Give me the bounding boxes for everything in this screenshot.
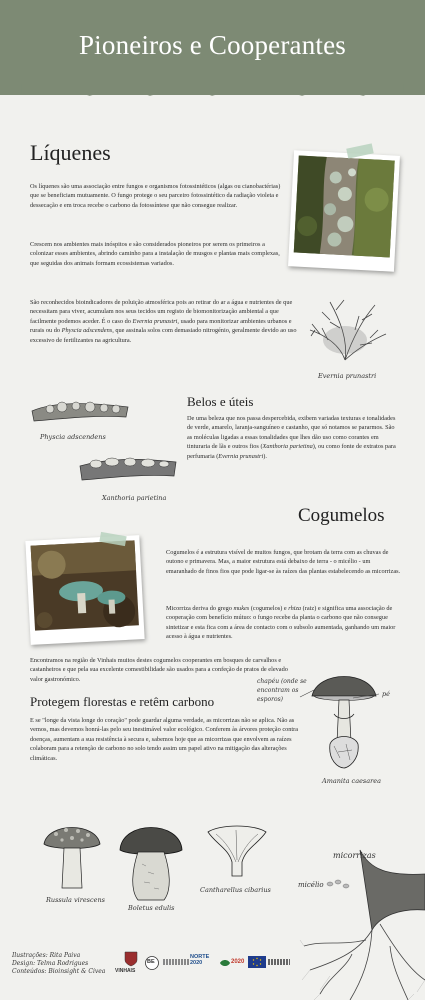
logo-be: BE	[147, 959, 155, 965]
eu-logo-sublabel	[268, 959, 290, 965]
caption-xanthoria: Xanthoria parietina	[102, 494, 167, 502]
mushroom-photo-frame	[25, 535, 144, 645]
logo-norte-2020: NORTE 2020	[190, 954, 210, 966]
page-title: Pioneiros e Cooperantes	[78, 30, 347, 60]
credits	[12, 952, 105, 976]
liquenes-paragraph-3	[30, 298, 298, 345]
caption-russula: Russula virescens	[46, 896, 106, 904]
xanthoria-illustration	[78, 450, 178, 484]
arrow-chapeu	[300, 688, 316, 698]
liquenes-p3-e: , que assinala solos com demasiado nitrogénio, geralmente devido ao uso excessivo de fertilizantes na agricultura.	[30, 327, 297, 344]
be-logo-sublabel	[163, 959, 189, 965]
logo-portugal-2020: 2020	[231, 959, 245, 965]
lichen-tree-photo	[294, 156, 395, 258]
cogumelos-p2-a: Micorriza deriva do grego	[166, 605, 234, 612]
section-title-cogumelos: Cogumelos	[298, 505, 385, 526]
label-micelio: micélio	[298, 881, 324, 889]
evernia-illustration	[300, 290, 390, 365]
liquenes-p3-a: São reconhecidos bioindicadores de poluição atmosférica pois ao retirar do ar a água e nutrientes de que necessitam para viver, acumulam nos seus tecidos um registo de biomonitorização ambiental a que facilmente podemos aceder. É o caso do	[30, 299, 293, 325]
arrow-pe	[352, 690, 380, 702]
liquenes-p3-c: , usado para monitorizar ambientes urbanos e rurais ou do	[30, 317, 292, 335]
belos-p-c: ), ou como fonte de extratos para perfumaria (	[187, 443, 396, 460]
liquenes-p3-physcia: Physcia adscendens	[61, 327, 113, 335]
cogumelos-p2-rhiza: rhiza	[288, 605, 302, 612]
cogumelos-paragraph-3: Encontramos na região de Vinhais muitos destes cogumelos cooperantes em bosques de carvalhos e castanheiros e que pela sua excelente comestibilidade são usados para a confeção de pratos de elevado valor gastronómico.	[30, 657, 288, 683]
section-title-liquenes: Líquenes	[30, 140, 111, 165]
mycorrhiza-roots-illustration	[300, 850, 425, 1000]
mushroom-photo	[31, 540, 139, 630]
cogumelos-paragraph-2	[166, 604, 402, 642]
liquenes-p3-evernia: Evernia prunastri	[132, 317, 178, 325]
caption-evernia: Evernia prunastri	[318, 372, 377, 380]
caption-amanita: Amanita caesarea	[322, 777, 381, 785]
amanita-illustration	[308, 664, 380, 772]
label-pe: pé	[382, 690, 391, 698]
cogumelos-p2-mukes: mukes	[233, 605, 250, 612]
cogumelos-paragraph-1: Cogumelos é a estrutura visível de muitos fungos, que brotam da terra com as chuvas de outono e primavera. Mas, a maior estrutura está debaixo de terra - o micélio - um emaranhado de finos fios que pode ligar-se às raízes das plantas estabelecendo as micorrizas.	[166, 549, 401, 575]
liquenes-paragraph-1: Os líquenes são uma associação entre fungos e organismos fotossintéticos (algas ou cianobactérias) que se beneficiam mutuamente. O fungo protege o seu parceiro fotossintético da radiação violeta e dessecação e em troca recebe o carbono da fotossíntese que não consegue realizar.	[30, 183, 281, 209]
belos-p-xanthoria: Xanthoria parietina	[262, 443, 313, 451]
cogumelos-p2-c: (cogumelos) e	[249, 605, 289, 612]
credit-content: Conteúdos: Bioinsight & Civea	[12, 968, 106, 975]
caption-physcia: Physcia adscendens	[40, 433, 106, 441]
logo-vinhais: VINHAIS	[115, 968, 136, 974]
label-micorrizas: micorrizas	[333, 851, 376, 860]
belos-paragraph	[187, 414, 401, 461]
torn-paper-edge	[0, 84, 425, 102]
section-title-belos: Belos e úteis	[187, 394, 254, 409]
liquenes-paragraph-2: Crescem nos ambientes mais inóspitos e são considerados pioneiros por serem os primeiros a colonizar esses ambientes, abrindo caminho para a instalação de musgos e plantas mais complexas, que seguidas dos animais formam ecossistemas variados.	[30, 241, 280, 267]
cantharellus-illustration	[206, 822, 268, 878]
section-title-protegem: Protegem florestas e retêm carbono	[30, 694, 215, 709]
portugal-2020-icon	[219, 958, 231, 968]
belos-p-a: De uma beleza que nos passa despercebida, exibem variadas texturas e tonalidades de verde, amarelo, laranja-sanguíneo e castanho, que só notamos se pararmos. São as moléculas ligadas a essas tonalidades que lhes dão uso como corantes em tinturaria de lãs e outros fios (	[187, 415, 396, 451]
label-chapeu: chapéu (onde se encontram os esporos)	[257, 678, 307, 703]
cogumelos-p2-e: (raiz) e significa uma associação de cooperação com benefício mútuo: o fungo recebe da planta o carbono que não consegue sintetizar e esta fica com a área de contacto com o subsolo aumentada, ganhando um maior acesso à água e nutrientes.	[166, 605, 396, 641]
vinhais-crest-icon	[123, 951, 139, 967]
boletus-illustration	[118, 820, 184, 902]
physcia-illustration	[30, 393, 130, 427]
russula-illustration	[42, 822, 102, 892]
credit-design: Design: Telma Rodrigues	[12, 960, 89, 967]
belos-p-e: ).	[263, 452, 267, 460]
lichen-photo-frame	[288, 150, 400, 271]
belos-p-evernia: Evernia prunastri	[218, 452, 264, 460]
eu-flag-icon	[248, 956, 266, 968]
caption-cantharellus: Cantharellus cibarius	[200, 886, 271, 894]
protegem-paragraph: E se "longe da vista longe do coração" pode guardar alguma verdade, as micorrizas não se aplica. Não as vemos, mas devemos honrá-las pelo seu inestimável valor ecológico. Conferem às árvores proteção contra doenças, aumentam a sua resistência à secura e, sabemos hoje que as micorrizas que envolvem as raízes colaboram para a retenção de carbono no solo tendo assim um papel ativo na mitigação das alterações climáticas.	[30, 717, 299, 762]
caption-boletus: Boletus edulis	[128, 904, 175, 912]
credit-illustrations: Ilustrações: Rita Paiva	[12, 952, 81, 959]
